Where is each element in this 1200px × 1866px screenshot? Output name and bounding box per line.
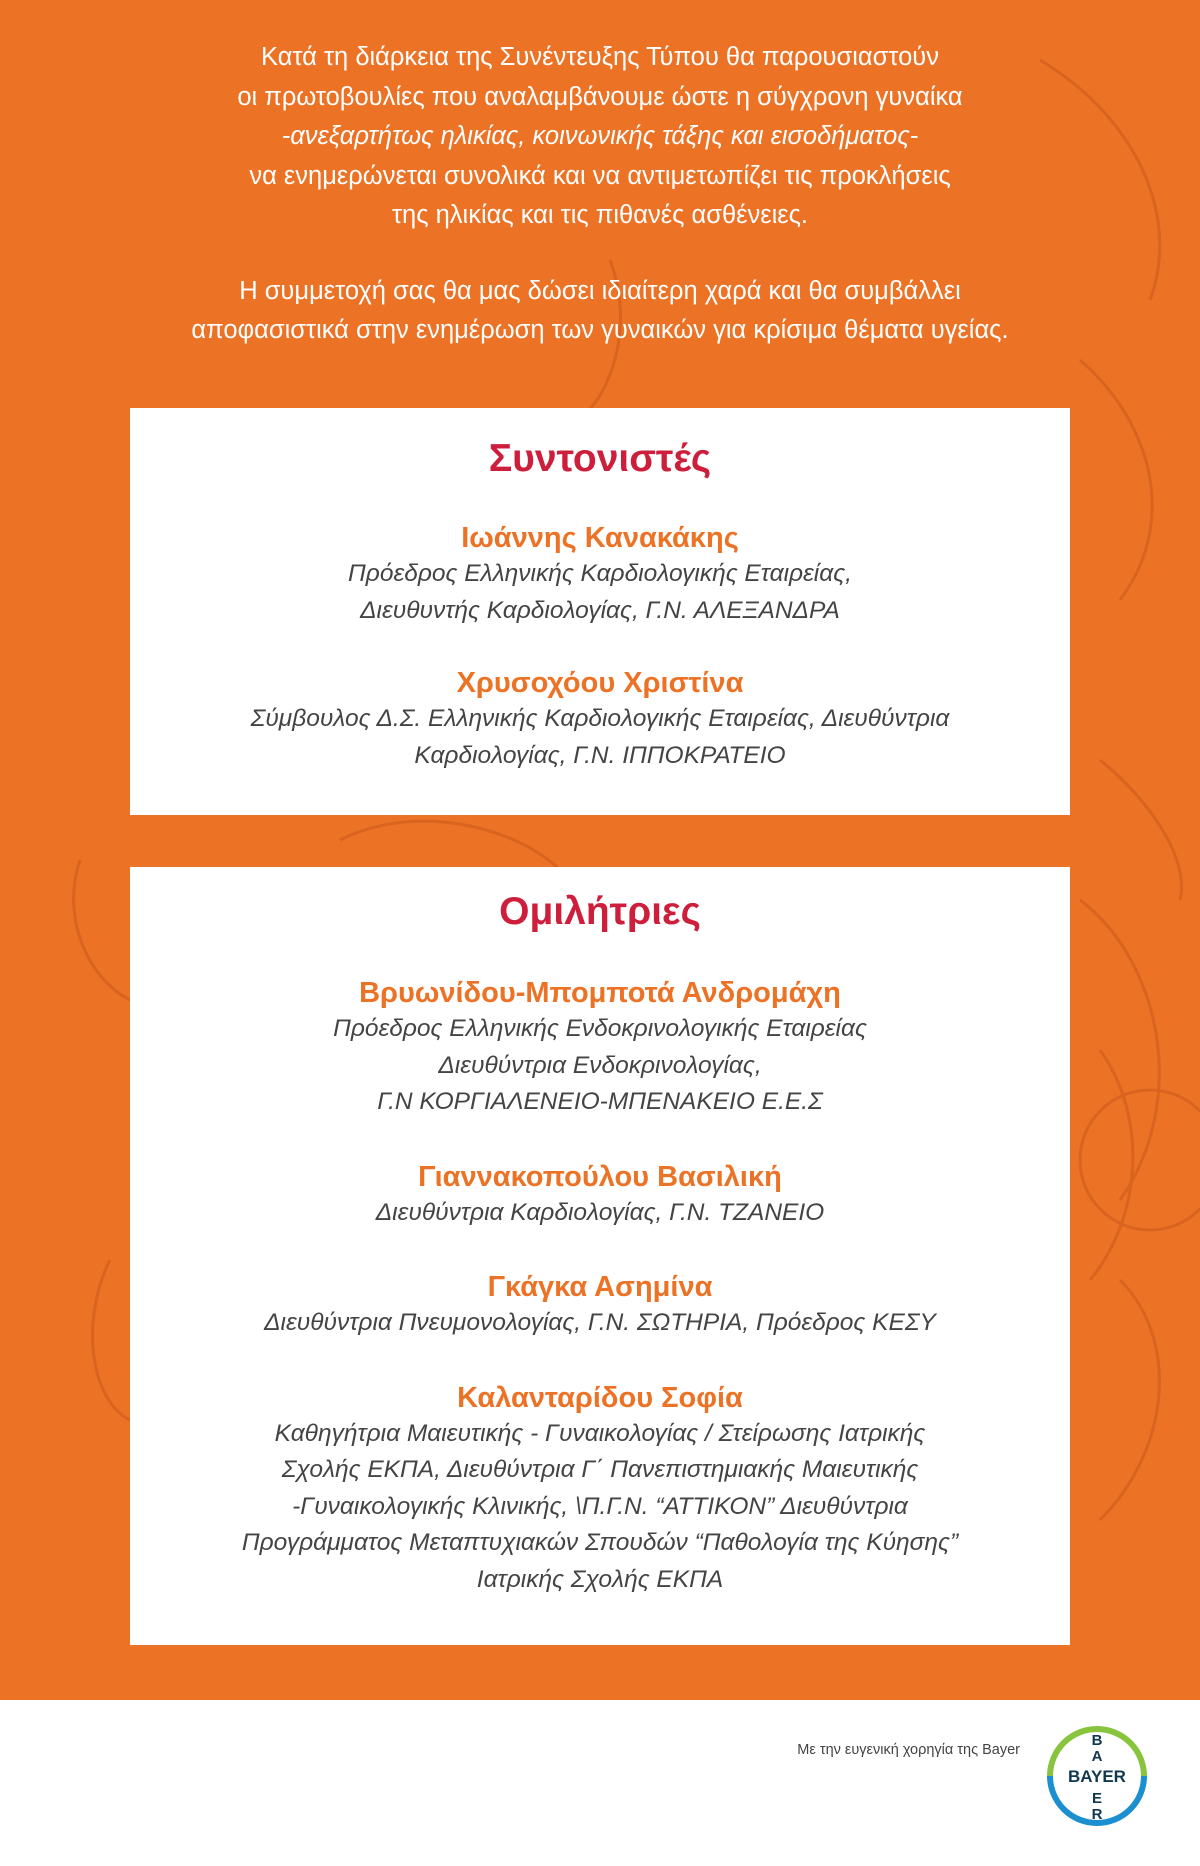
logo-vertical-r: R <box>1091 1806 1103 1823</box>
person-role <box>130 701 1070 774</box>
moderator-entry <box>130 665 1070 774</box>
sponsor-text: Με την ευγενική χορηγία της Bayer <box>797 1742 1020 1758</box>
speaker-entry <box>130 975 1070 1121</box>
person-name: Γιαννακοπούλου Βασιλική <box>418 1160 782 1193</box>
person-role <box>130 1195 1070 1232</box>
person-role <box>130 1305 1070 1342</box>
role-line: Διευθύντρια Καρδιολογίας, Γ.Ν. ΤΖΑΝΕΙΟ <box>375 1198 825 1226</box>
intro-line-2: οι πρωτοβουλίες που αναλαμβάνουμε ώστε η σύγχρονη γυναίκα <box>237 82 963 111</box>
person-name: Γκάγκα Ασημίνα <box>487 1271 713 1303</box>
role-line: Προγράμματος Μεταπτυχιακών Σπουδών “Παθολογία της Κύησης” <box>241 1529 959 1556</box>
role-line: Σύμβουλος Δ.Σ. Ελληνικής Καρδιολογικής Εταιρείας, Διευθύντρια <box>250 705 950 732</box>
person-name: Χρυσοχόου Χριστίνα <box>456 667 744 699</box>
intro-text <box>0 38 1200 351</box>
bayer-logo <box>1044 1723 1150 1829</box>
role-line: Ιατρικής Σχολής ΕΚΠΑ <box>476 1565 724 1593</box>
speakers-card <box>130 867 1070 1645</box>
logo-vertical-b: B <box>1091 1732 1103 1749</box>
person-role <box>130 556 1070 629</box>
logo-horizontal: BAYER <box>1068 1767 1126 1786</box>
logo-vertical-a: A <box>1091 1748 1103 1765</box>
role-line: Διευθύντρια Ενδοκρινολογίας, <box>438 1051 762 1079</box>
speaker-entry <box>130 1380 1070 1599</box>
role-line: Καθηγήτρια Μαιευτικής - Γυναικολογίας / Στείρωσης Ιατρικής <box>274 1419 926 1447</box>
intro-line-1: Κατά τη διάρκεια της Συνέντευξης Τύπου θα παρουσιαστούν <box>261 43 939 71</box>
intro-line-6: Η συμμετοχή σας θα μας δώσει ιδιαίτερη χαρά και θα συμβάλλει <box>239 276 961 305</box>
role-line: Πρόεδρος Ελληνικής Καρδιολογικής Εταιρείας, <box>348 560 852 587</box>
intro-line-4: να ενημερώνεται συνολικά και να αντιμετωπίζει τις προκλήσεις <box>249 161 951 190</box>
intro-line-3: -ανεξαρτήτως ηλικίας, κοινωνικής τάξης και εισοδήματος- <box>281 122 919 150</box>
person-name: Καλανταρίδου Σοφία <box>457 1381 743 1414</box>
speaker-entry <box>130 1269 1070 1342</box>
logo-vertical-e: E <box>1091 1790 1103 1807</box>
intro-line-5: της ηλικίας και τις πιθανές ασθένειες. <box>391 201 809 229</box>
moderator-entry <box>130 520 1070 629</box>
role-line: Σχολής ΕΚΠΑ, Διευθύντρια Γ΄ Πανεπιστημιακής Μαιευτικής <box>281 1456 919 1483</box>
speaker-entry <box>130 1159 1070 1232</box>
person-name: Βρυωνίδου-Μπομποτά Ανδρομάχη <box>359 977 841 1009</box>
paragraph-gap <box>0 236 1200 272</box>
person-name: Ιωάννης Κανακάκης <box>461 522 739 554</box>
role-line: Διευθυντής Καρδιολογίας, Γ.Ν. ΑΛΕΞΑΝΔΡΑ <box>360 596 840 624</box>
person-role <box>130 1416 1070 1599</box>
role-line: -Γυναικολογικής Κλινικής, \Π.Γ.Ν. “ΑΤΤΙΚΟΝ” Διευθύντρια <box>292 1492 908 1520</box>
role-line: Πρόεδρος Ελληνικής Ενδοκρινολογικής Εταιρείας <box>333 1015 867 1042</box>
role-line: Καρδιολογίας, Γ.Ν. ΙΠΠΟΚΡΑΤΕΙΟ <box>414 741 786 769</box>
role-line: Γ.Ν ΚΟΡΓΙΑΛΕΝΕΙΟ-ΜΠΕΝΑΚΕΙΟ Ε.Ε.Σ <box>377 1088 823 1115</box>
intro-line-7: αποφασιστικά στην ενημέρωση των γυναικών για κρίσιμα θέματα υγείας. <box>191 316 1009 344</box>
moderators-card <box>130 408 1070 815</box>
role-line: Διευθύντρια Πνευμονολογίας, Γ.Ν. ΣΩΤΗΡΙΑ, Πρόεδρος ΚΕΣΥ <box>264 1309 936 1336</box>
person-role <box>130 1011 1070 1121</box>
moderators-heading: Συντονιστές <box>488 437 712 480</box>
speakers-heading: Ομιλήτριες <box>499 890 701 933</box>
